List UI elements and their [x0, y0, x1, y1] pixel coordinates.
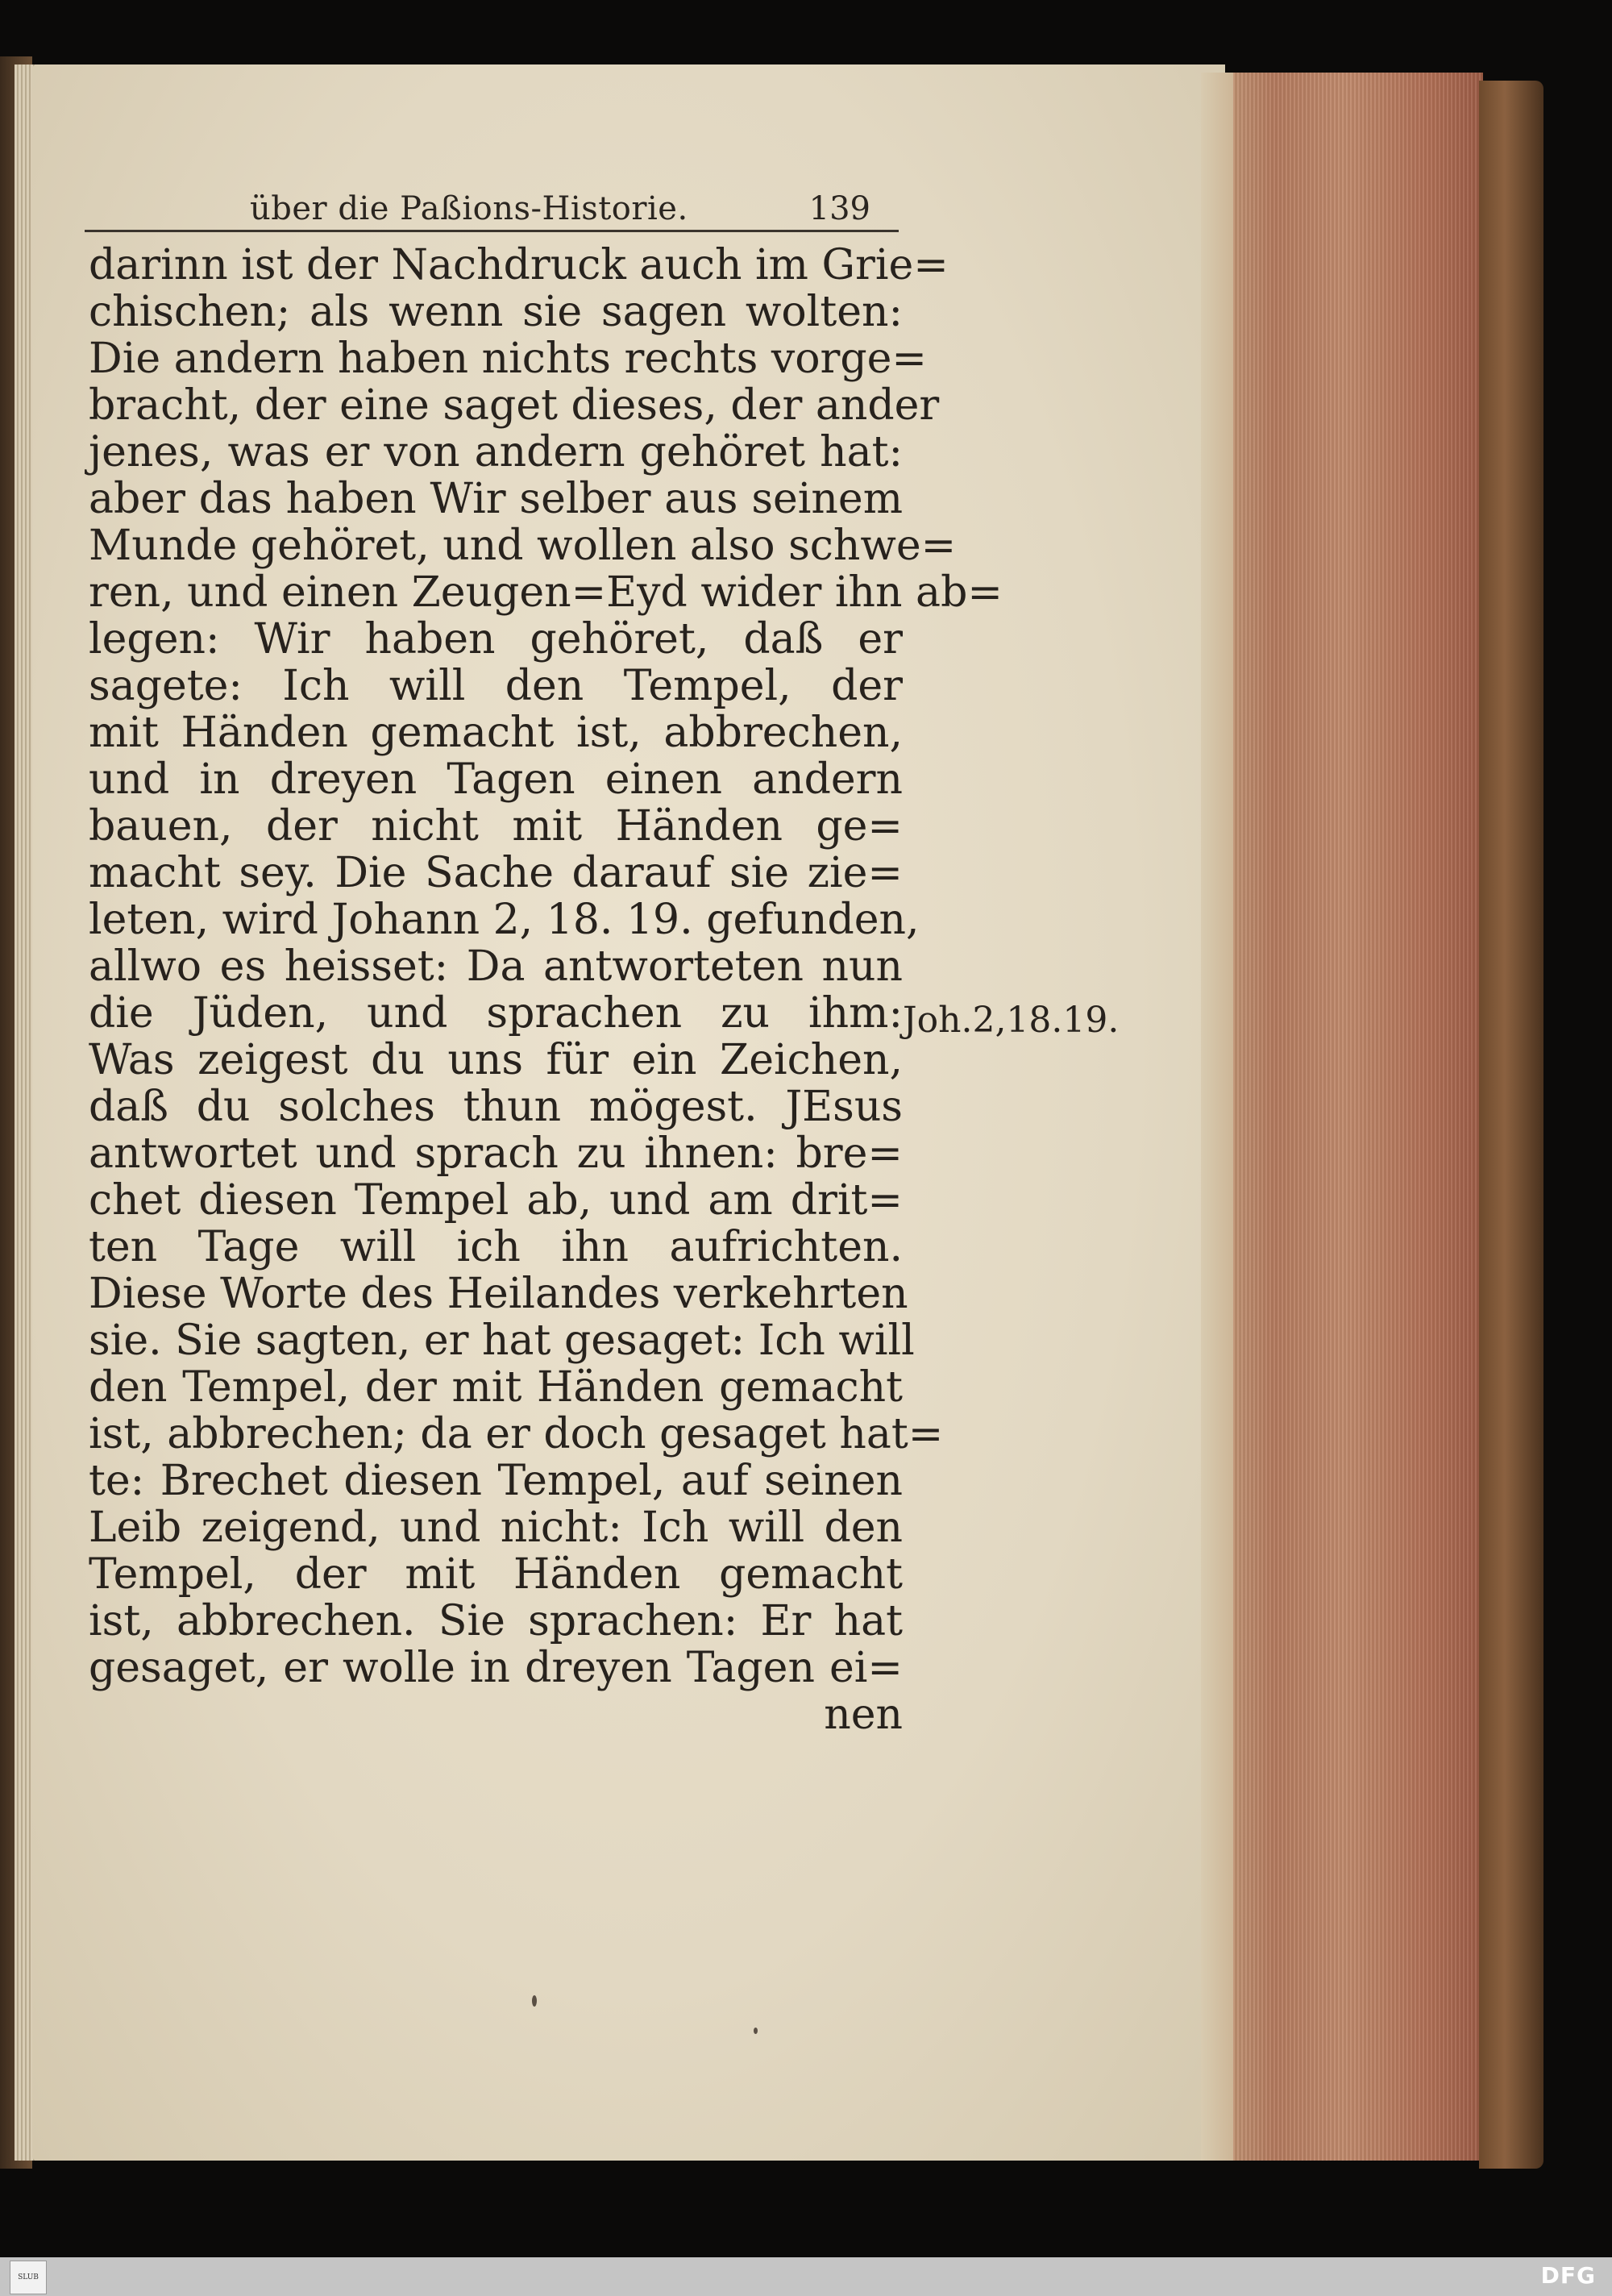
text-line: allwo es heisset: Da antworteten nun: [89, 942, 903, 991]
text-line: Leib zeigend, und nicht: Ich will den: [89, 1504, 903, 1552]
fore-edge-margin: [1201, 73, 1233, 2161]
text-line: bauen, der nicht mit Händen ge=: [89, 802, 903, 851]
text-line: chet diesen Tempel ab, und am drit=: [89, 1176, 903, 1225]
text-line: aber das haben Wir selber aus seinem: [89, 475, 903, 523]
page-header: [202, 190, 903, 235]
text-line: bracht, der eine saget dieses, der ander: [89, 381, 940, 430]
paper-speck: [532, 1995, 537, 2007]
right-cover: [1479, 81, 1543, 2169]
text-line: Die andern haben nichts rechts vorge=: [89, 335, 927, 383]
text-line: sagete: Ich will den Tempel, der: [89, 662, 903, 710]
text-line: Tempel, der mit Händen gemacht: [89, 1550, 903, 1599]
text-line: mit Händen gemacht ist, abbrechen,: [89, 709, 903, 757]
text-line: Diese Worte des Heilandes verkehrten: [89, 1270, 908, 1318]
text-line: chischen; als wenn sie sagen wolten:: [89, 288, 903, 336]
text-line: macht sey. Die Sache darauf sie zie=: [89, 849, 903, 897]
header-rule: [85, 230, 899, 232]
text-line: Munde gehöret, und wollen also schwe=: [89, 522, 957, 570]
text-line: ren, und einen Zeugen=Eyd wider ihn ab=: [89, 568, 1003, 617]
body-text: [89, 241, 1003, 1739]
text-line: darinn ist der Nachdruck auch im Grie=: [89, 241, 949, 289]
text-line: ten Tage will ich ihn aufrichten.: [89, 1223, 903, 1271]
footer-bar: [0, 2257, 1612, 2296]
text-line: die Jüden, und sprachen zu ihm:: [89, 989, 903, 1038]
text-line: und in dreyen Tagen einen andern: [89, 755, 903, 804]
text-line: nen: [824, 1691, 903, 1739]
text-line: daß du solches thun mögest. JEsus: [89, 1083, 903, 1131]
text-line: te: Brechet diesen Tempel, auf seinen: [89, 1457, 903, 1505]
text-line: leten, wird Johann 2, 18. 19. gefunden,: [89, 896, 920, 944]
text-line: den Tempel, der mit Händen gemacht: [89, 1363, 903, 1412]
text-line: jenes, was er von andern gehöret hat:: [89, 428, 903, 476]
text-line: legen: Wir haben gehöret, daß er: [89, 615, 903, 663]
margin-note: Joh.2,18.19.: [903, 1000, 1120, 1041]
text-line: Was zeigest du uns für ein Zeichen,: [89, 1036, 903, 1084]
library-logo[interactable]: SLUB: [10, 2261, 47, 2294]
running-title: über die Paßions-Historie.: [250, 190, 688, 227]
text-line: ist, abbrechen. Sie sprachen: Er hat: [89, 1597, 903, 1645]
dfg-logo[interactable]: DFG: [1540, 2262, 1596, 2289]
page-number: 139: [808, 190, 870, 227]
fore-edge: [1205, 73, 1483, 2161]
text-line: gesaget, er wolle in dreyen Tagen ei=: [89, 1644, 903, 1692]
text-line: sie. Sie sagten, er hat gesaget: Ich will: [89, 1316, 915, 1365]
paper-speck: [754, 2028, 758, 2034]
text-line: antwortet und sprach zu ihnen: bre=: [89, 1129, 903, 1178]
text-line: ist, abbrechen; da er doch gesaget hat=: [89, 1410, 944, 1458]
